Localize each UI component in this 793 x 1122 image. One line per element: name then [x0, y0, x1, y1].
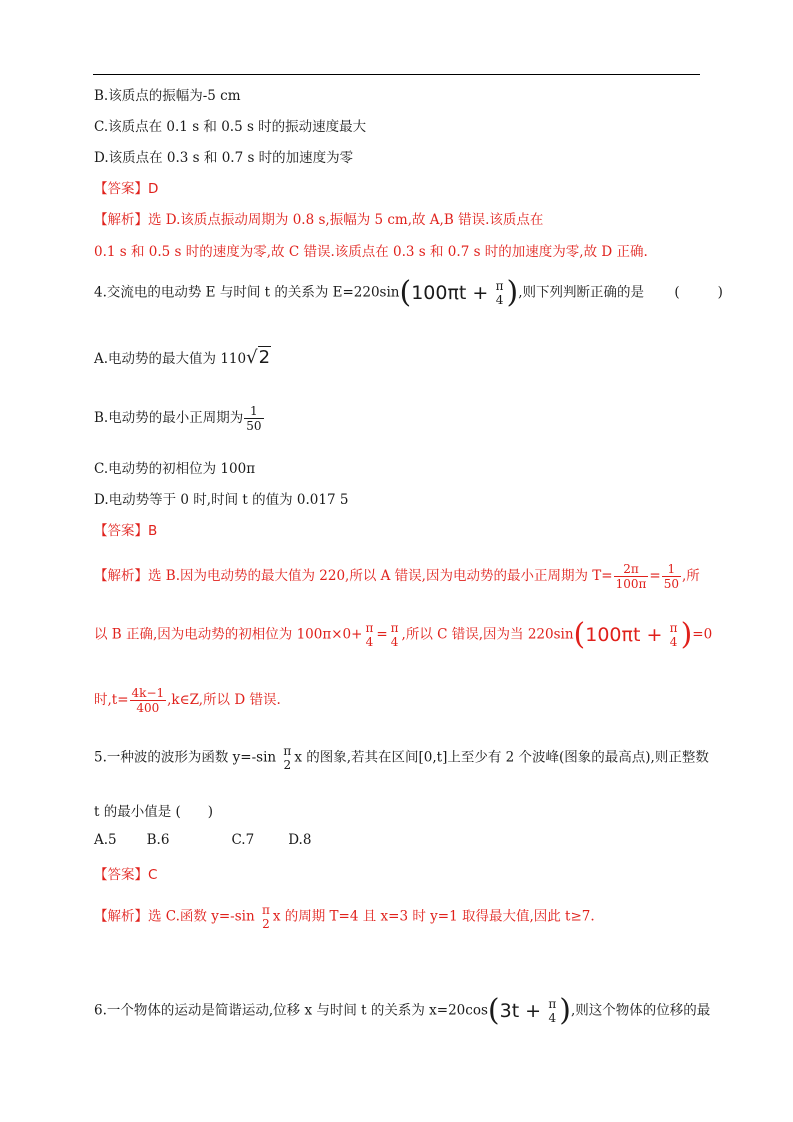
q5-option-b: B.6: [146, 832, 170, 848]
q5-stem-line1: [94, 744, 709, 772]
q5-frac: π 2: [283, 744, 292, 772]
q4-e1-frac1: $\frac{2\pi}{100\pi}$: [615, 562, 647, 591]
q4-frac-pi-4: π 4: [495, 279, 504, 307]
q4-option-a: [94, 347, 271, 368]
q3-option-c: C.该质点在 0.1 s 和 0.5 s 时的振动速度最大: [94, 119, 367, 135]
q4-e2-post: =0: [692, 626, 713, 643]
paren-close: ): [559, 993, 572, 1028]
q4-e1-post: ,所: [681, 568, 700, 584]
q5-explanation: [94, 903, 595, 931]
paren-close: ): [506, 275, 519, 310]
q4-explanation-line2: [94, 617, 713, 652]
q6-frac: π 4: [548, 997, 557, 1025]
q4-stem: [94, 275, 723, 310]
q4-explanation-line3: [94, 686, 281, 715]
q5-expl-post: x 的周期 T=4 且 x=3 时 y=1 取得最大值,因此 t≥7.: [272, 908, 595, 925]
q4-stem-pre: 4.交流电的电动势 E 与时间 t 的关系为 E=220sin: [94, 284, 400, 301]
q4-e3-frac: $\frac{4k-1}{400}$: [131, 686, 165, 715]
q4-option-c: C.电动势的初相位为 100π: [94, 461, 256, 477]
q4-option-a-text: A.电动势的最大值为 110: [94, 351, 247, 367]
q4-e1-frac2: $\frac{1}{50}$: [663, 562, 679, 591]
paren-open: (: [399, 275, 412, 310]
q3-answer: 【答案】D: [94, 181, 159, 197]
q5-expl-frac: π 2: [261, 903, 270, 931]
q6-arg: 3t +: [499, 1000, 542, 1022]
q4-e1-text: 【解析】选 B.因为电动势的最大值为 220,所以 A 错误,因为电动势的最小正周期为 T=: [94, 568, 613, 584]
q4-option-b-frac: $\frac{1}{50}$: [246, 404, 262, 433]
header-rule: [93, 74, 700, 75]
q4-e2-frac3: π 4: [669, 621, 678, 649]
q4-e1-eq: =: [649, 568, 661, 584]
q6-stem-post: ,则这个物体的位移的最: [571, 1002, 711, 1019]
q4-stem-post: ,则下列判断正确的是: [518, 284, 645, 301]
q5-expl-pre: 【解析】选 C.函数 y=-sin: [94, 908, 255, 925]
paren-open: (: [487, 993, 500, 1028]
paren-close: ): [680, 617, 693, 652]
q4-e3-post: ,k∈Z,所以 D 错误.: [167, 692, 281, 708]
q4-option-b-text: B.电动势的最小正周期为: [94, 410, 244, 426]
answer-bracket-close: ): [717, 284, 723, 301]
q5-option-a: A.5: [94, 832, 117, 848]
q4-e3-text: 时,t=: [94, 692, 129, 708]
q3-explanation-line2: 0.1 s 和 0.5 s 时的速度为零,故 C 错误.该质点在 0.3 s 和 0.7 s 时的加速度为零,故 D 正确.: [94, 244, 648, 260]
q3-option-b: B.该质点的振幅为-5 cm: [94, 88, 241, 104]
q4-e2-arg: 100πt +: [585, 624, 663, 646]
q4-e2-frac2: π 4: [390, 621, 399, 649]
q5-option-c: C.7: [231, 832, 255, 848]
q4-e2-eq: =: [376, 626, 388, 643]
answer-bracket-open: (: [674, 284, 680, 301]
q5-stem-post: x 的图象,若其在区间[0,t]上至少有 2 个波峰(图象的最高点),则正整数: [294, 749, 709, 766]
q5-stem-line2: t 的最小值是 ( ): [94, 804, 214, 820]
q6-stem-pre: 6.一个物体的运动是简谐运动,位移 x 与时间 t 的关系为 x=20cos: [94, 1002, 488, 1019]
q5-answer: 【答案】C: [94, 867, 158, 883]
q4-e2-text: 以 B 正确,因为电动势的初相位为 100π×0+: [94, 626, 363, 643]
q5-stem-pre: 5.一种波的波形为函数 y=-sin: [94, 749, 277, 766]
q4-explanation-line1: [94, 562, 700, 591]
q4-e2-frac1: π 4: [365, 621, 374, 649]
q4-answer: 【答案】B: [94, 523, 158, 539]
q3-option-d: D.该质点在 0.3 s 和 0.7 s 时的加速度为零: [94, 150, 354, 166]
q4-arg: 100πt +: [411, 282, 489, 304]
q6-stem: [94, 993, 711, 1028]
q4-option-b: [94, 404, 265, 433]
q5-options: [94, 832, 311, 848]
q5-option-d: D.8: [288, 832, 312, 848]
q4-e2-mid: ,所以 C 错误,因为当 220sin: [401, 626, 574, 643]
paren-open: (: [573, 617, 586, 652]
sqrt-symbol: √2: [246, 347, 271, 368]
q4-option-d: D.电动势等于 0 时,时间 t 的值为 0.017 5: [94, 492, 349, 508]
q3-explanation-line1: 【解析】选 D.该质点振动周期为 0.8 s,振幅为 5 cm,故 A,B 错误.该质点在: [94, 212, 544, 228]
